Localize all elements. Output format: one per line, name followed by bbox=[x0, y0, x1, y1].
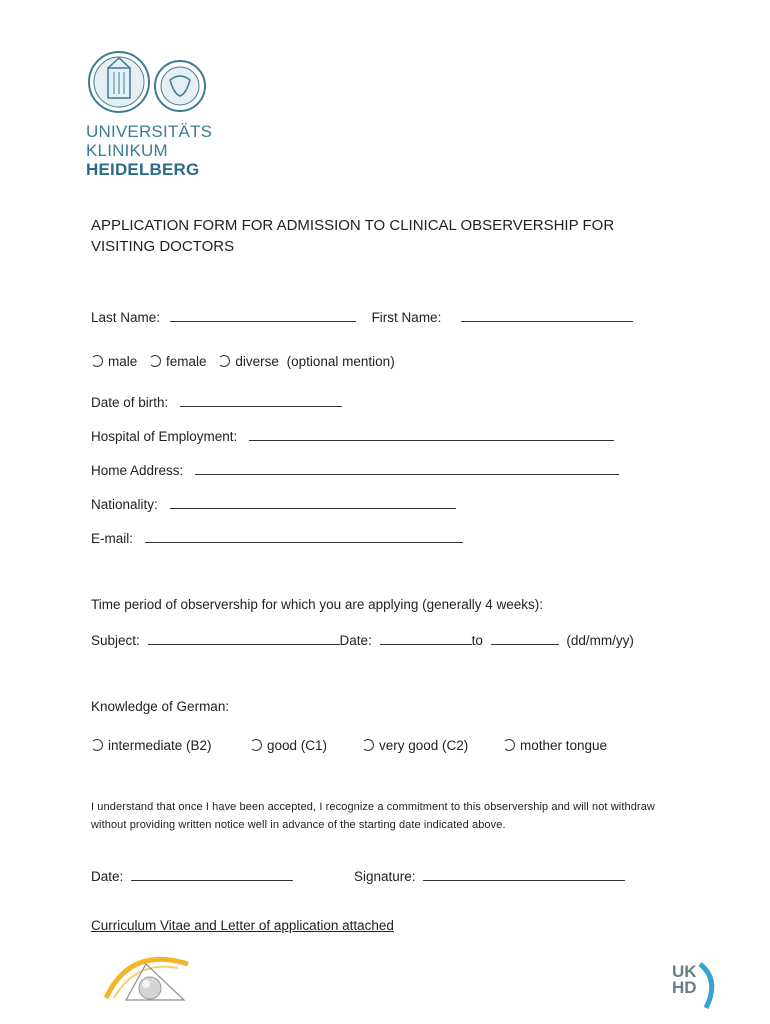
german-option-c2[interactable] bbox=[362, 738, 468, 753]
email-row bbox=[91, 528, 463, 546]
female-radio[interactable] bbox=[149, 355, 161, 367]
logo-line-3: HEIDELBERG bbox=[86, 160, 200, 179]
c2-label: very good (C2) bbox=[379, 738, 469, 753]
signature-field[interactable] bbox=[423, 866, 625, 881]
last-name-label: Last Name: bbox=[91, 310, 161, 325]
subject-field[interactable] bbox=[148, 630, 340, 645]
gender-row bbox=[91, 354, 395, 369]
ukhd-logo bbox=[670, 962, 720, 1006]
german-option-native[interactable] bbox=[503, 738, 607, 753]
hospital-label: Hospital of Employment: bbox=[91, 429, 238, 444]
c2-radio[interactable] bbox=[362, 739, 374, 751]
nationality-label: Nationality: bbox=[91, 497, 158, 512]
signature-row bbox=[354, 866, 625, 884]
start-date-field[interactable] bbox=[380, 630, 472, 645]
hospital-row bbox=[91, 426, 614, 444]
signature-label: Signature: bbox=[354, 869, 416, 884]
male-radio[interactable] bbox=[91, 355, 103, 367]
period-heading: Time period of observership for which you are applying (generally 4 weeks): bbox=[91, 597, 543, 612]
native-label: mother tongue bbox=[520, 738, 608, 753]
period-date-label: Date: bbox=[339, 633, 372, 648]
declaration-text: I understand that once I have been accepted, I recognize a commitment to this observership and will not withdraw without providing written notice well in advance of the starting date indicated above. bbox=[91, 801, 655, 831]
german-option-c1[interactable] bbox=[250, 738, 327, 753]
email-field[interactable] bbox=[145, 528, 463, 543]
ukhd-bottom: HD bbox=[672, 978, 697, 997]
date-format-hint: (dd/mm/yy) bbox=[566, 633, 634, 648]
hospital-field[interactable] bbox=[249, 426, 614, 441]
address-label: Home Address: bbox=[91, 463, 184, 478]
female-label: female bbox=[166, 354, 207, 369]
sign-date-label: Date: bbox=[91, 869, 124, 884]
diverse-radio[interactable] bbox=[218, 355, 230, 367]
logo-line-2: KLINIKUM bbox=[86, 141, 168, 160]
native-radio[interactable] bbox=[503, 739, 515, 751]
sign-date-row bbox=[91, 866, 293, 884]
attachment-note: Curriculum Vitae and Letter of application attached bbox=[91, 918, 394, 933]
subject-label: Subject: bbox=[91, 633, 140, 648]
name-row bbox=[91, 307, 633, 325]
first-name-field[interactable] bbox=[461, 307, 633, 322]
form-title: APPLICATION FORM FOR ADMISSION TO CLINICAL OBSERVERSHIP FOR VISITING DOCTORS bbox=[91, 217, 615, 255]
to-label: to bbox=[471, 633, 483, 648]
b2-label: intermediate (B2) bbox=[108, 738, 212, 753]
dob-label: Date of birth: bbox=[91, 395, 169, 410]
c1-label: good (C1) bbox=[267, 738, 328, 753]
seal-icon bbox=[86, 50, 216, 114]
ukhd-top: UK bbox=[672, 962, 697, 981]
dob-field[interactable] bbox=[180, 392, 342, 407]
subject-row bbox=[91, 630, 634, 648]
nationality-field[interactable] bbox=[170, 494, 456, 509]
logo-line-1: UNIVERSITÄTS bbox=[86, 122, 213, 141]
male-label: male bbox=[108, 354, 138, 369]
c1-radio[interactable] bbox=[250, 739, 262, 751]
address-field[interactable] bbox=[195, 460, 619, 475]
email-label: E-mail: bbox=[91, 531, 134, 546]
address-row bbox=[91, 460, 619, 478]
nationality-row bbox=[91, 494, 456, 512]
diverse-label: diverse bbox=[235, 354, 279, 369]
gender-note: (optional mention) bbox=[286, 354, 395, 369]
dob-row bbox=[91, 392, 342, 410]
first-name-label: First Name: bbox=[371, 310, 442, 325]
sign-date-field[interactable] bbox=[131, 866, 293, 881]
german-heading: Knowledge of German: bbox=[91, 699, 230, 714]
last-name-field[interactable] bbox=[170, 307, 356, 322]
end-date-field[interactable] bbox=[491, 630, 559, 645]
b2-radio[interactable] bbox=[91, 739, 103, 751]
eye-clinic-logo-icon bbox=[100, 950, 192, 1004]
german-option-b2[interactable] bbox=[91, 738, 212, 753]
